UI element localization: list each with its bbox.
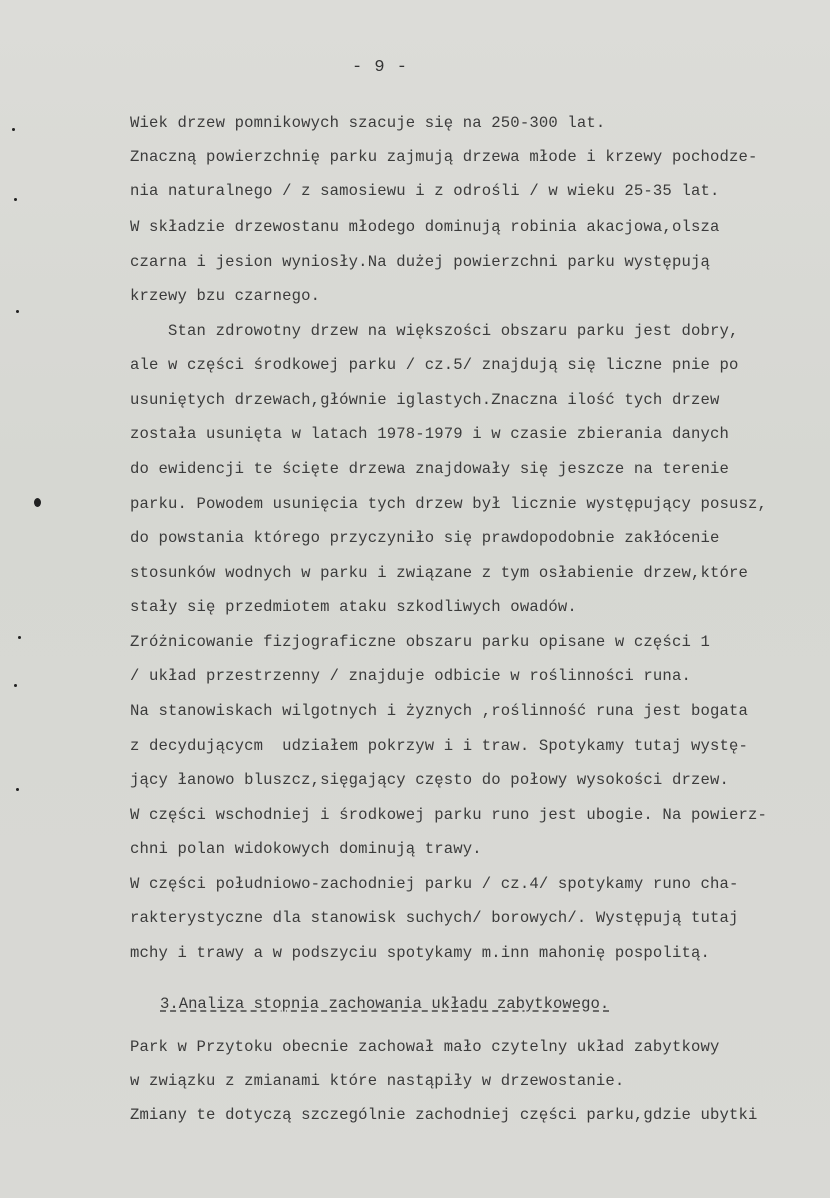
text-line: jący łanowo bluszcz,sięgający często do połowy wysokości drzew. <box>130 771 729 789</box>
text-line: Zmiany te dotyczą szczególnie zachodniej części parku,gdzie ubytki <box>130 1106 758 1124</box>
text-line: ale w części środkowej parku / cz.5/ znajdują się liczne pnie po <box>130 356 739 374</box>
text-line: / układ przestrzenny / znajduje odbicie w roślinności runa. <box>130 667 691 685</box>
text-line: W części południowo-zachodniej parku / cz.4/ spotykamy runo cha- <box>130 875 739 893</box>
margin-speck <box>14 684 17 687</box>
section-heading: 3.Analiza stopnia zachowania układu zabytkowego. <box>160 995 610 1013</box>
text-line: Wiek drzew pomnikowych szacuje się na 250-300 lat. <box>130 114 606 132</box>
text-line: została usunięta w latach 1978-1979 i w czasie zbierania danych <box>130 425 729 443</box>
margin-speck <box>12 128 15 131</box>
text-line: Park w Przytoku obecnie zachował mało czytelny układ zabytkowy <box>130 1038 720 1056</box>
text-line: w związku z zmianami które nastąpiły w drzewostanie. <box>130 1072 625 1090</box>
text-line: nia naturalnego / z samosiewu i z odrośli / w wieku 25-35 lat. <box>130 182 720 200</box>
text-line: mchy i trawy a w podszyciu spotykamy m.inn mahonię pospolitą. <box>130 944 710 962</box>
text-line: Stan zdrowotny drzew na większości obszaru parku jest dobry, <box>130 322 739 340</box>
text-line: chni polan widokowych dominują trawy. <box>130 840 482 858</box>
text-line: do ewidencji te ścięte drzewa znajdowały się jeszcze na terenie <box>130 460 729 478</box>
text-line: Znaczną powierzchnię parku zajmują drzewa młode i krzewy pochodze- <box>130 148 758 166</box>
text-line: W części wschodniej i środkowej parku runo jest ubogie. Na powierz- <box>130 806 768 824</box>
margin-speck <box>16 310 19 313</box>
page-number: - 9 - <box>351 58 408 77</box>
text-line: usuniętych drzewach,głównie iglastych.Znaczna ilość tych drzew <box>130 391 720 409</box>
margin-speck <box>14 198 17 201</box>
text-line: z decydującycm udziałem pokrzyw i i traw. Spotykamy tutaj wystę- <box>130 737 749 755</box>
text-line: stały się przedmiotem ataku szkodliwych owadów. <box>130 598 577 616</box>
text-line: rakterystyczne dla stanowisk suchych/ borowych/. Występują tutaj <box>130 909 739 927</box>
punch-mark <box>34 498 41 507</box>
margin-speck <box>16 788 19 791</box>
text-line: Na stanowiskach wilgotnych i żyznych ,roślinność runa jest bogata <box>130 702 749 720</box>
text-line: W składzie drzewostanu młodego dominują robinia akacjowa,olsza <box>130 218 720 236</box>
text-line: do powstania którego przyczyniło się prawdopodobnie zakłócenie <box>130 529 720 547</box>
text-line: parku. Powodem usunięcia tych drzew był licznie występujący posusz, <box>130 495 768 513</box>
text-line: Zróżnicowanie fizjograficzne obszaru parku opisane w części 1 <box>130 633 710 651</box>
text-line: krzewy bzu czarnego. <box>130 287 321 305</box>
margin-speck <box>18 636 21 639</box>
text-line: stosunków wodnych w parku i związane z tym osłabienie drzew,które <box>130 564 749 582</box>
text-line: czarna i jesion wyniosły.Na dużej powierzchni parku występują <box>130 253 710 271</box>
